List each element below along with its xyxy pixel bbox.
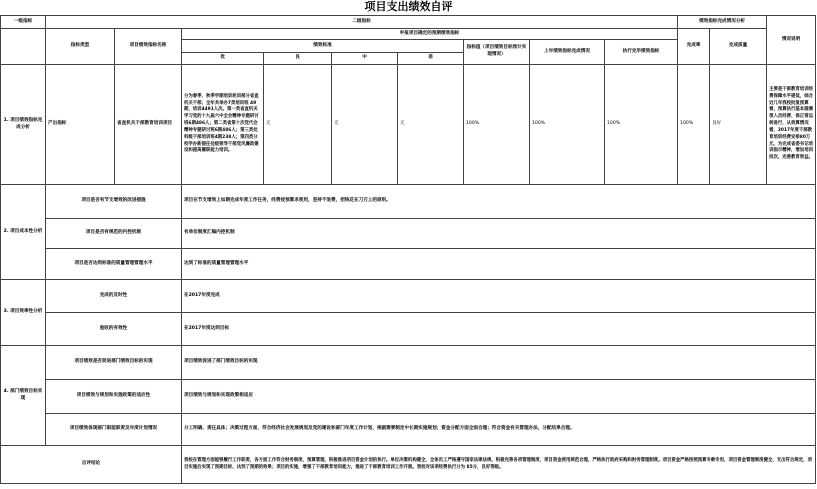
section1-poor: 无: [398, 65, 464, 185]
section1-current: 100%: [605, 65, 678, 185]
section1-name: 省直机关干部教育培训项目: [115, 65, 182, 185]
header-note: 情况说明: [767, 16, 816, 65]
conclusion-row: [1, 446, 816, 484]
header-standard: 绩效标准: [182, 40, 464, 53]
header-last-year: 上年绩效指标完成情况: [530, 40, 605, 65]
header-grade-good: 良: [264, 53, 332, 65]
section4-item-name: 项目绩效与规划和实施政策的适应性: [46, 380, 182, 414]
page-title: 项目支出绩效自评: [364, 0, 453, 13]
header-current-year: 执行完毕绩效指标: [605, 40, 678, 65]
section2-item-name: 项目是否有规范的内控机制: [46, 219, 182, 249]
header-declared: 申报项目确定的预期绩效指标: [182, 29, 678, 40]
section1-quality: 良好: [710, 65, 767, 185]
section2-row-1: [1, 185, 816, 219]
section4-item-desc: 项目绩效促进了部门绩效目标的实现: [182, 346, 816, 380]
section2-item-name: 项目是否达到标准的质量管理管理水平: [46, 249, 182, 280]
section4-item-desc: 分工明确、责任具体；决策过程方面，符合经济社会发展规划及党的建设和部门年度工作计划，根据需要制定中长期实施规划；资金分配方面全面合理；符合资金有关管理办法，分配结果合理。: [182, 414, 816, 446]
header-row-1: [1, 16, 816, 29]
section2-item-desc: 项目在节支增效上如期完成年度工作任务，经费按预算求使用，坚持不浪费，把钱花在刀刃上的原则。: [182, 185, 816, 219]
section1-row: [1, 65, 816, 185]
section1-target: 100%: [464, 65, 530, 185]
section2-item-name: 项目是否有节支增效的改进措施: [46, 185, 182, 219]
section3-row-1: [1, 280, 816, 313]
section4-label: 4. 部门绩效目标实现: [1, 346, 46, 446]
header-row-2: [1, 29, 816, 40]
section1-rate: 100%: [678, 65, 710, 185]
section4-item-desc: 项目绩效与规划和实现政策相适应: [182, 380, 816, 414]
section3-row-2: [1, 313, 816, 346]
header-level1: 一级指标: [1, 16, 46, 29]
section1-label: 1. 项目绩效指标完成分析: [1, 65, 46, 185]
header-empty-cell: [1, 29, 46, 65]
section4-item-name: 项目绩效体现部门职能职责及年度计划情况: [46, 414, 182, 446]
section1-type: 产出指标: [46, 65, 115, 185]
section4-row-1: [1, 346, 816, 380]
section2-label: 2. 项目成本性分析: [1, 185, 46, 280]
section4-row-3: [1, 414, 816, 446]
header-rate: 完成率: [678, 29, 710, 65]
section3-item-desc: 在2017年度完成: [182, 280, 816, 313]
section2-row-2: [1, 219, 816, 249]
header-grade-mid: 中: [332, 53, 398, 65]
section2-item-desc: 达到了标准的质量管理管理水平: [182, 249, 816, 280]
header-grade-excellent: 优: [182, 53, 264, 65]
section3-item-name: 完成的及时性: [46, 280, 182, 313]
section1-last: 100%: [530, 65, 605, 185]
section1-good: 无: [264, 65, 332, 185]
conclusion-label: 自评结论: [1, 446, 182, 484]
section2-item-desc: 有单位制度汇编内控机制: [182, 219, 816, 249]
evaluation-table: [0, 15, 816, 484]
header-indicator-name: 项目绩效指标名称: [115, 29, 182, 65]
section3-label: 3. 项目效率性分析: [1, 280, 46, 346]
conclusion-text: 我校在管理方面能够履行工作职责，各方面工作符合财务制度，预算管理，积极推进项目资金计划的执行。单位决策机构健全，全体员工严格遵守国家法律法规，积极完善各项管理制度，项目资金使用规范合理，严格执行政府采购和财务管理制度。项目资金严格按照预算专款专用，项目资金管理制度健全，支出符合规定，项目实施后实现了预期目标，达到了预期的效果；项目的实施，增强了干部教育培训能力，推进了干部教育培训工作开展。我校对该项经费执行分为 85分，良好等级。: [182, 446, 816, 484]
section3-item-name: 验收的有效性: [46, 313, 182, 346]
section1-mid: 无: [332, 65, 398, 185]
section4-item-name: 项目绩效是否促进部门绩效目标的实现: [46, 346, 182, 380]
section2-row-3: [1, 249, 816, 280]
section1-note: 主要是干部教育培训经费保障水平提低，综合近几年我校批复预算看，预算执行基本圆满很入员经费、保正常运转进行，从效算情况看，2017年度干部教育培训经费安排80万元，为完成省委书记培训指示精神，增加培训批次，完善教育效益。: [767, 65, 816, 185]
section4-row-2: [1, 380, 816, 414]
header-indicator-type: 指标类型: [46, 29, 115, 65]
section1-excellent: 分为春季、秋季学期培训轮训部分省直机关干部；全年共举办7类培训班 49期，培训4491人次。第一类省直机关学习党的十九届六中全会精神专题研讨班6期486人；第二类省第十次党代会精神专题研讨班6期486人；第三类处科级干部培训班4期238人；第四类分校学办新提任处级领导干部党风廉政建设和提高履职能力培训。: [182, 65, 264, 185]
header-completion: 绩效指标完成情况分析: [678, 16, 767, 29]
header-quality: 完成质量: [710, 29, 767, 65]
header-level2: 二级指标: [46, 16, 678, 29]
header-grade-poor: 差: [398, 53, 464, 65]
header-target-value: 指标值（项目绩效目标预计实现情况）: [464, 40, 530, 65]
section3-item-desc: 在2017年度达到目标: [182, 313, 816, 346]
